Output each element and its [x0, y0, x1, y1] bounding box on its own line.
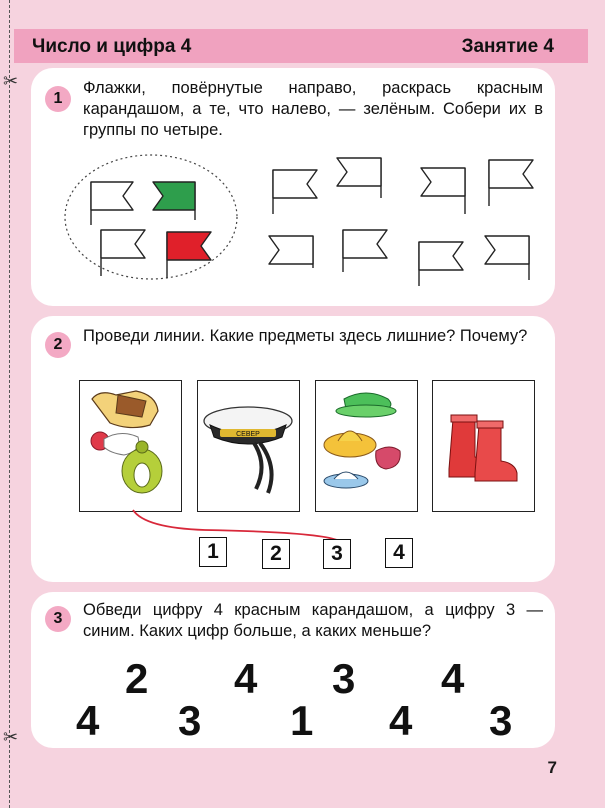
- task-1-text: Флажки, повёрнутые направо, раскрась красным карандашом, а те, что налево, — зелёным. Собери их в группы по четыре.: [83, 79, 543, 139]
- header-bar: [14, 29, 588, 63]
- flag-icon: [421, 168, 465, 214]
- flags-illustration: [31, 140, 555, 300]
- flag-icon: [91, 182, 133, 225]
- number-box[interactable]: 4: [385, 538, 413, 568]
- sailor-cap-picture: [197, 380, 300, 512]
- task-number: 3: [45, 606, 71, 632]
- winter-hats-picture: [79, 380, 182, 512]
- task-3-text: Обведи цифру 4 красным карандашом, а цифру 3 — синим. Каких цифр больше, а каких меньше?: [83, 601, 543, 640]
- flag-icon: [269, 236, 313, 268]
- digit: 3: [178, 697, 202, 744]
- red-boots-picture: [432, 380, 535, 512]
- flag-icon: [101, 230, 145, 276]
- flag-icon: [337, 158, 381, 198]
- number-box[interactable]: 3: [323, 539, 351, 569]
- flag-icon: [153, 182, 195, 220]
- digit: 4: [389, 697, 413, 744]
- task-number: 1: [45, 86, 71, 112]
- scissors-icon: ✂: [3, 71, 19, 91]
- cap-label: СЕВЕР: [236, 431, 260, 438]
- cut-line: [9, 0, 10, 808]
- number-box[interactable]: 1: [199, 537, 227, 567]
- number-box[interactable]: 2: [262, 539, 290, 569]
- lesson-topic: Число и цифра 4: [32, 36, 192, 57]
- scissors-icon: ✂: [3, 727, 19, 747]
- summer-hats-picture: [315, 380, 418, 512]
- digit: 3: [332, 655, 356, 702]
- flag-icon: [343, 230, 387, 272]
- digit: 3: [489, 697, 513, 744]
- flag-icon: [273, 170, 317, 214]
- digit: 4: [441, 655, 465, 702]
- flag-icon: [167, 232, 211, 278]
- flag-icon: [489, 160, 533, 206]
- task-number: 2: [45, 332, 71, 358]
- digit: 4: [76, 697, 100, 744]
- lesson-number: Занятие 4: [461, 36, 554, 57]
- page-number: 7: [547, 758, 557, 777]
- flag-icon: [419, 242, 463, 286]
- digit: 1: [290, 697, 314, 744]
- digit: 2: [125, 655, 149, 702]
- digit: 4: [234, 655, 258, 702]
- flag-icon: [485, 236, 529, 280]
- task-2-text: Проведи линии. Какие предметы здесь лишние? Почему?: [83, 327, 528, 345]
- connecting-line: [125, 506, 355, 546]
